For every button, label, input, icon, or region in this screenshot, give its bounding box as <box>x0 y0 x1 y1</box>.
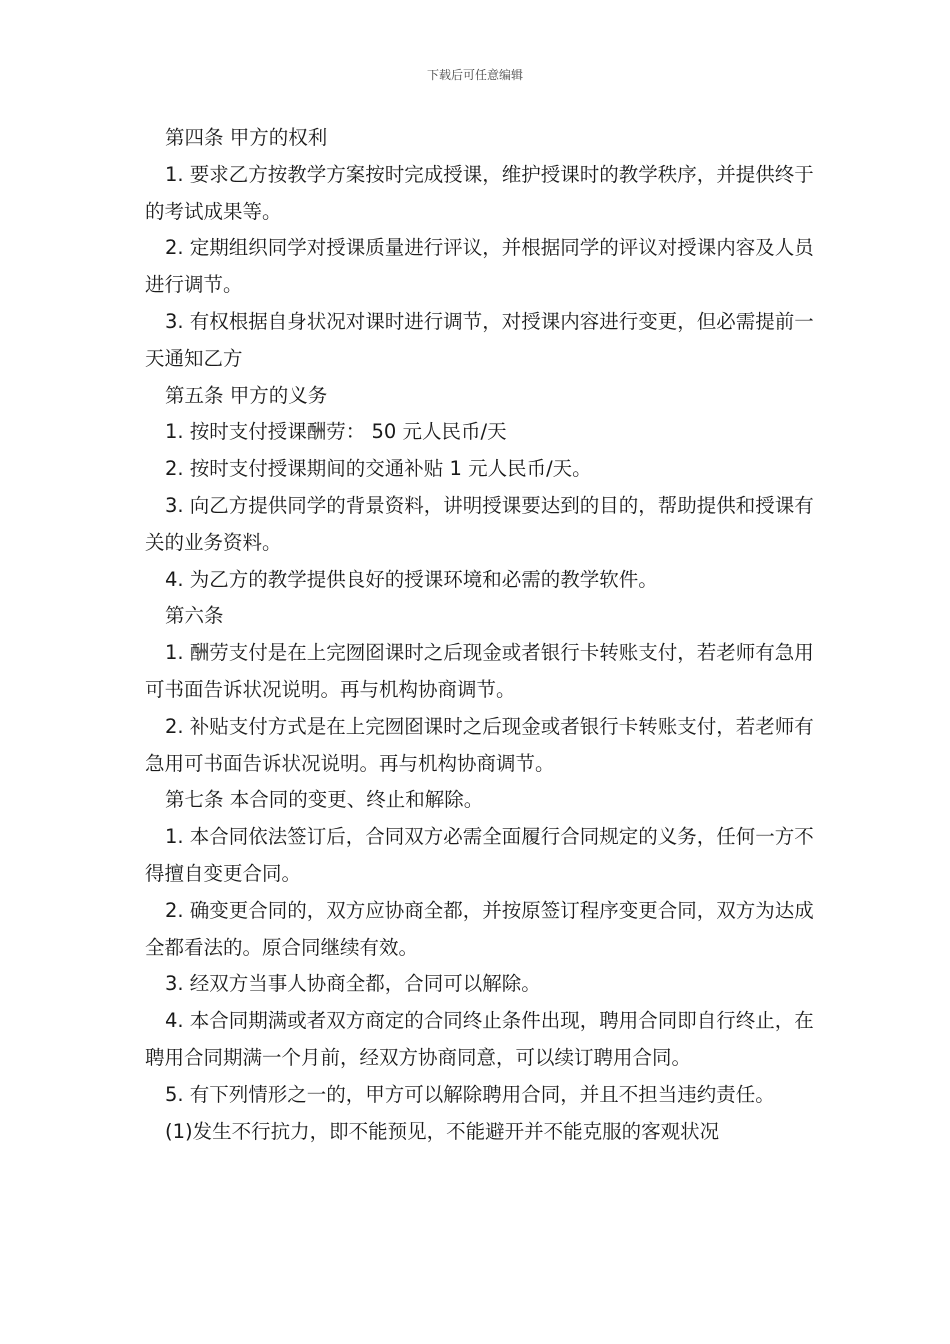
article-5-heading: 第五条 甲方的义务 <box>165 383 328 407</box>
article-7-item-2: 2. 确变更合同的，双方应协商全都，并按原签订程序变更合同，双方为达成全都看法的。原合同继续有效。 <box>145 898 814 959</box>
article-5-item-4: 4. 为乙方的教学提供良好的授课环境和必需的教学软件。 <box>165 567 658 591</box>
document-body <box>145 120 825 1150</box>
article-4-item-1: 1. 要求乙方按教学方案按时完成授课，维护授课时的教学秩序，并提供终于的考试成果等。 <box>145 162 814 223</box>
article-7-item-1: 1. 本合同依法签订后，合同双方必需全面履行合同规定的义务，任何一方不得擅自变更合同。 <box>145 825 814 885</box>
article-5-item-3: 3. 向乙方提供同学的背景资料，讲明授课要达到的目的，帮助提供和授课有关的业务资料。 <box>145 493 814 554</box>
article-7-item-4: 4. 本合同期满或者双方商定的合同终止条件出现，聘用合同即自行终止，在聘用合同期满一个月前，经双方协商同意，可以续订聘用合同。 <box>145 1009 814 1069</box>
article-4-heading: 第四条 甲方的权利 <box>165 126 328 149</box>
article-4-item-2: 2. 定期组织同学对授课质量进行评议，并根据同学的评议对授课内容及人员进行调节。 <box>145 236 814 297</box>
article-7-heading: 第七条 本合同的变更、终止和解除。 <box>165 788 484 812</box>
article-6-heading: 第六条 <box>165 604 224 628</box>
page-header: 下载后可任意编辑 <box>426 68 523 82</box>
article-7-item-3: 3. 经双方当事人协商全都，合同可以解除。 <box>165 972 541 996</box>
article-6-item-1: 1. 酬劳支付是在上完囫囵课时之后现金或者银行卡转账支付，若老师有急用可书面告诉状况说明。再与机构协商调节。 <box>145 641 814 701</box>
article-7-item-5: 5. 有下列情形之一的，甲方可以解除聘用合同，并且不担当违约责任。 <box>165 1082 775 1106</box>
article-4-item-3: 3. 有权根据自身状况对课时进行调节，对授课内容进行变更，但必需提前一天通知乙方 <box>145 309 814 370</box>
article-5-item-1: 1. 按时支付授课酬劳： 50 元人民币/天 <box>165 420 507 444</box>
article-7-subitem-1: (1)发生不行抗力，即不能预见，不能避开并不能克服的客观状况 <box>165 1119 720 1143</box>
article-6-item-2: 2. 补贴支付方式是在上完囫囵课时之后现金或者银行卡转账支付，若老师有急用可书面告诉状况说明。再与机构协商调节。 <box>145 714 814 775</box>
article-5-item-2: 2. 按时支付授课期间的交通补贴 1 元人民币/天。 <box>165 457 592 481</box>
